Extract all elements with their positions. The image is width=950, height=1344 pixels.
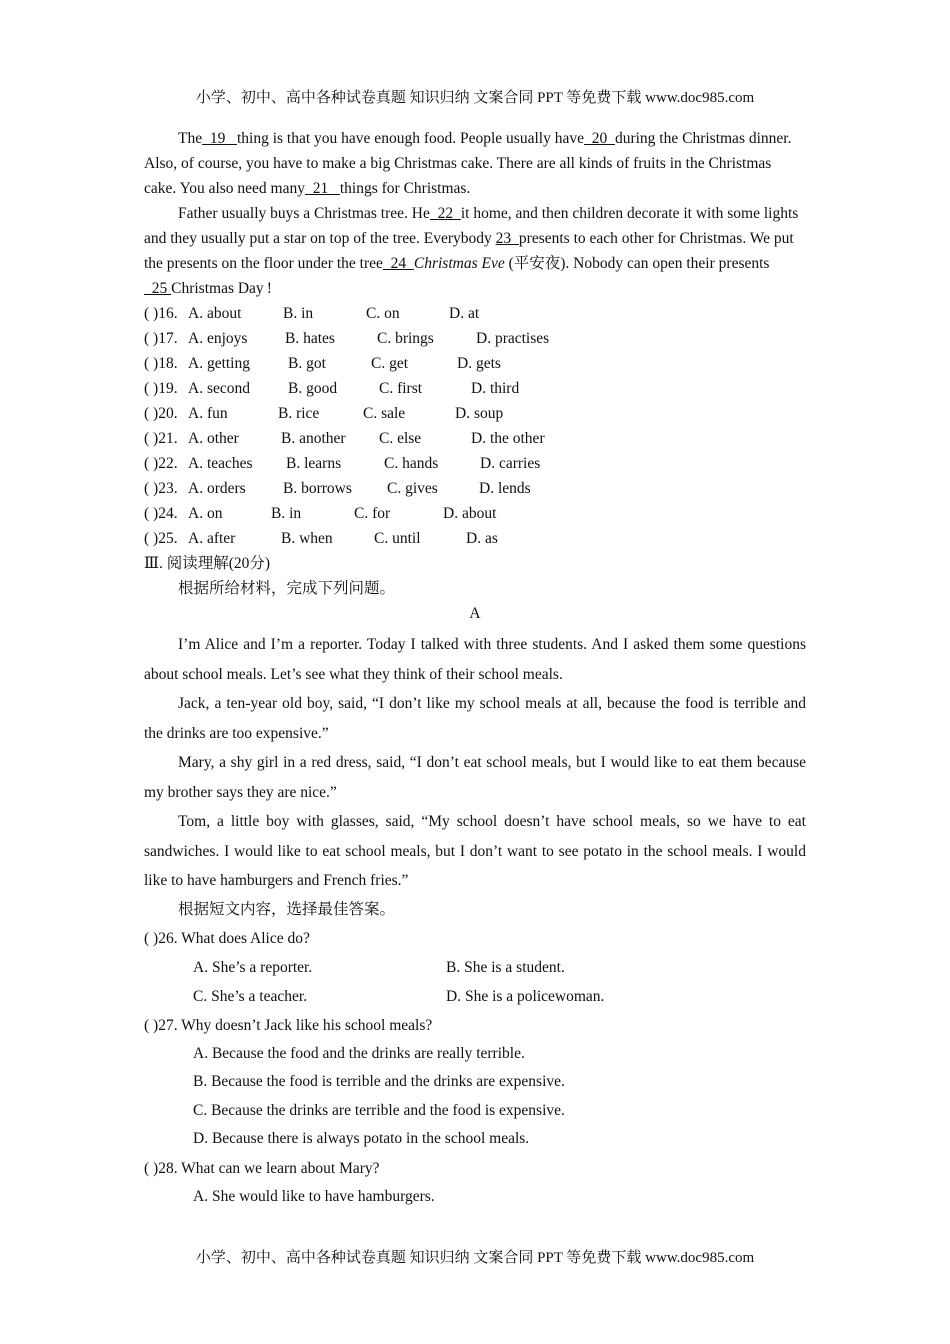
cloze-text: during the Christmas dinner. Also, of course, you have to make a big Christmas cake. There are all kinds of fruits in the Christmas cake. You also need many (144, 130, 792, 197)
question-number: ( )17. (144, 330, 178, 347)
question-number: ( )24. (144, 505, 178, 522)
option-c: C. get (371, 355, 409, 372)
option-b: B. good (288, 380, 338, 397)
option-b: B. another (281, 430, 346, 447)
option-a: A. other (188, 430, 239, 447)
option-b: B. rice (278, 405, 320, 422)
option-a: A. about (188, 305, 242, 322)
option-a: A. enjoys (188, 330, 248, 347)
question-27-stem: ( )27. Why doesn’t Jack like his school meals? (144, 1016, 433, 1034)
option-d: D. lends (479, 480, 531, 497)
question-number: ( )25. (144, 530, 178, 547)
option-c: C. else (379, 430, 422, 447)
question-16 (144, 301, 806, 326)
question-24 (144, 501, 806, 526)
question-number: ( )21. (144, 430, 178, 447)
option-c: C. gives (387, 480, 438, 497)
question-number: ( )20. (144, 405, 178, 422)
option-b: B. in (283, 305, 314, 322)
question-28-stem: ( )28. What can we learn about Mary? (144, 1159, 380, 1177)
page-footer: 小学、初中、高中各种试卷真题 知识归纳 文案合同 PPT 等免费下载 www.doc985.com (195, 1250, 755, 1266)
option-b: B. borrows (283, 480, 352, 497)
option-c: C. Because the drinks are terrible and the food is expensive. (193, 1101, 565, 1119)
page-content (144, 126, 806, 1211)
option-b: B. She is a student. (446, 958, 565, 976)
passage-paragraph-3: Mary, a shy girl in a red dress, said, “I don’t eat school meals, but I would like to eat them because my brother says they are nice.” (144, 754, 806, 801)
option-a: A. fun (188, 405, 228, 422)
cloze-text: it home, and then children decorate it with some lights and they usually put a star on top of the tree. Everybody (144, 205, 799, 247)
section-title: Ⅲ. 阅读理解(20分) (144, 555, 271, 572)
question-number: ( )23. (144, 480, 178, 497)
blank-22: 22 (429, 205, 461, 222)
cloze-text: things for Christmas. (339, 180, 471, 197)
option-a: A. Because the food and the drinks are really terrible. (193, 1044, 525, 1062)
option-b: B. in (271, 505, 302, 522)
option-c: C. She’s a teacher. (193, 987, 308, 1005)
option-c: C. sale (363, 405, 406, 422)
cloze-text: thing is that you have enough food. People usually have (236, 130, 584, 147)
question-number: ( )22. (144, 455, 178, 472)
question-number: ( )16. (144, 305, 178, 322)
question-21 (144, 426, 806, 451)
option-d: D. She is a policewoman. (446, 987, 605, 1005)
cloze-paragraph-2 (144, 201, 806, 301)
option-c: C. hands (384, 455, 439, 472)
option-d: D. gets (457, 355, 501, 372)
question-26-options-row-2 (144, 982, 806, 1011)
blank-25: 25 (144, 280, 172, 297)
section-instruction: 根据所给材料，完成下列问题。 (178, 580, 396, 597)
cloze-text: The (178, 130, 203, 147)
blank-20: 20 (583, 130, 615, 147)
option-c: C. until (374, 530, 421, 547)
option-a: A. orders (188, 480, 246, 497)
cloze-text: (平安夜). Nobody can open their presents (504, 255, 770, 272)
option-a: A. on (188, 505, 223, 522)
option-b: B. when (281, 530, 333, 547)
option-c: C. on (366, 305, 400, 322)
option-d: D. soup (455, 405, 504, 422)
option-d: D. practises (476, 330, 550, 347)
option-c: C. for (354, 505, 391, 522)
cloze-text: Father usually buys a Christmas tree. He (178, 205, 430, 222)
option-d: D. carries (480, 455, 541, 472)
option-d: D. Because there is always potato in the school meals. (193, 1130, 530, 1147)
option-d: D. about (443, 505, 497, 522)
option-a: A. after (188, 530, 236, 547)
option-c: C. brings (377, 330, 434, 347)
option-b: B. hates (285, 330, 335, 347)
option-b: B. got (288, 355, 326, 372)
page-header: 小学、初中、高中各种试卷真题 知识归纳 文案合同 PPT 等免费下载 www.doc985.com (195, 90, 755, 106)
option-a: A. She would like to have hamburgers. (193, 1187, 435, 1205)
option-c: C. first (379, 380, 423, 397)
choose-instruction: 根据短文内容，选择最佳答案。 (178, 900, 396, 918)
blank-19: 19 (202, 130, 237, 147)
question-number: ( )19. (144, 380, 178, 397)
option-d: D. at (449, 305, 480, 322)
passage-paragraph-2: Jack, a ten-year old boy, said, “I don’t like my school meals at all, because the food is terrible and the drinks are too expensive.” (144, 695, 806, 742)
cloze-text: presents to each other for Christmas. We put the presents on the floor under the tree (144, 230, 794, 272)
question-18 (144, 351, 806, 376)
passage-paragraph-4: Tom, a little boy with glasses, said, “My school doesn’t have school meals, so we have to eat sandwiches. I would like to eat school meals, but I don’t want to see potato in the school meals. I would like to have hamburgers and French fries.” (144, 813, 806, 889)
option-d: D. third (471, 380, 520, 397)
option-a: A. getting (188, 355, 250, 372)
option-d: D. the other (471, 430, 545, 447)
option-a: A. second (188, 380, 250, 397)
question-26-options-row-1 (144, 953, 806, 982)
passage-paragraph-1: I’m Alice and I’m a reporter. Today I talked with three students. And I asked them some questions about school meals. Let’s see what they think of their school meals. (144, 636, 806, 683)
question-25 (144, 526, 806, 551)
question-20 (144, 401, 806, 426)
blank-24: 24 (382, 255, 414, 272)
option-a: A. teaches (188, 455, 253, 472)
question-26-stem: ( )26. What does Alice do? (144, 929, 310, 947)
passage-label: A (469, 605, 481, 622)
cloze-text: Christmas Day ! (171, 280, 272, 297)
question-number: ( )18. (144, 355, 178, 372)
option-b: B. Because the food is terrible and the drinks are expensive. (193, 1073, 565, 1090)
option-d: D. as (466, 530, 498, 547)
question-19 (144, 376, 806, 401)
question-22 (144, 451, 806, 476)
option-a: A. She’s a reporter. (193, 958, 313, 976)
cloze-paragraph-1 (144, 126, 806, 201)
question-17 (144, 326, 806, 351)
cloze-questions (144, 301, 806, 551)
cloze-italic-text: Christmas Eve (413, 255, 505, 272)
blank-23: 23 (495, 230, 519, 247)
option-b: B. learns (286, 455, 342, 472)
blank-21: 21 (305, 180, 340, 197)
question-23 (144, 476, 806, 501)
